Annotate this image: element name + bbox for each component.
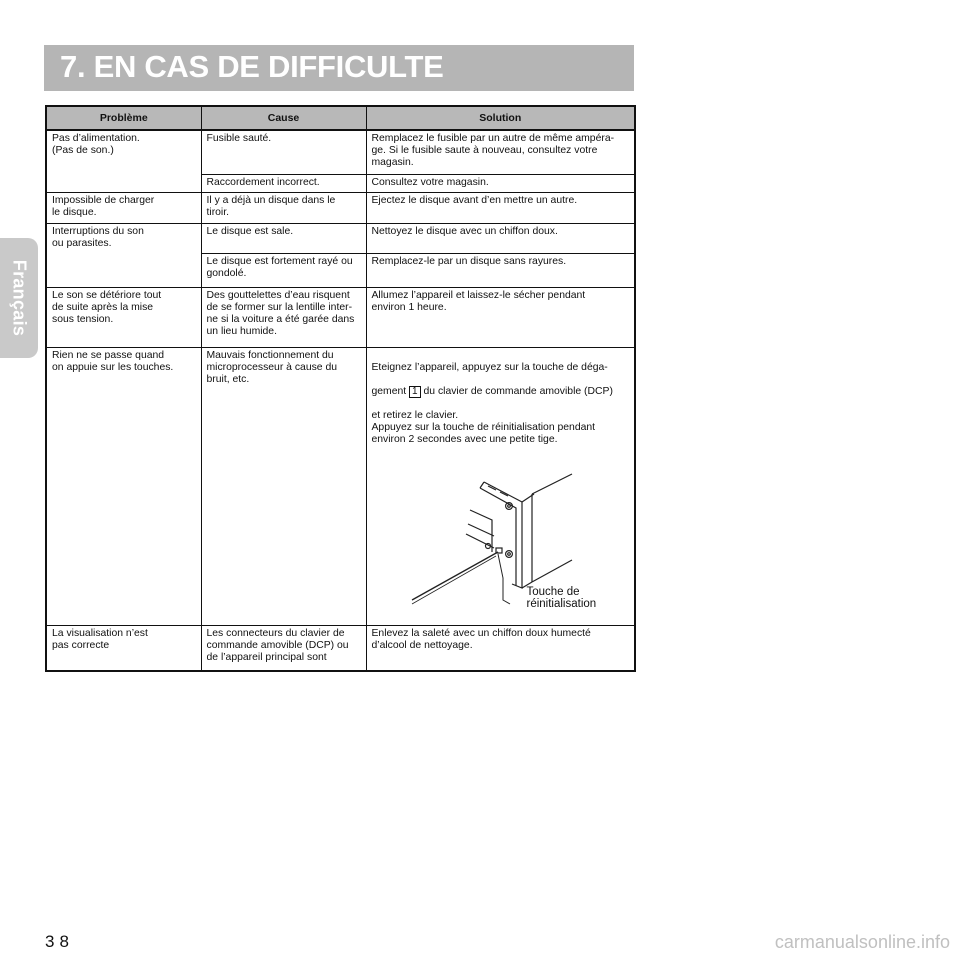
solution-cell: Consultez votre magasin. [366, 174, 635, 192]
solution-cell: Allumez l’appareil et laissez-le sécher pendant environ 1 heure. [366, 287, 635, 347]
page-number: 38 [45, 932, 74, 951]
problem-cell: Pas d’alimentation. (Pas de son.) [46, 130, 201, 192]
table-row [46, 223, 635, 253]
cause-cell: Fusible sauté. [201, 130, 366, 174]
header-problem: Problème [46, 106, 201, 130]
cause-cell: Les connecteurs du clavier de commande amovible (DCP) ou de l’appareil principal sont [201, 625, 366, 671]
solution-cell: Ejectez le disque avant d’en mettre un autre. [366, 192, 635, 223]
language-label: Français [9, 259, 30, 337]
solution-cell: Nettoyez le disque avec un chiffon doux. [366, 223, 635, 253]
solution-cell: Enlevez la saleté avec un chiffon doux humecté d’alcool de nettoyage. [366, 625, 635, 671]
problem-cell: Interruptions du son ou parasites. [46, 223, 201, 287]
solution-text: et retirez le clavier. Appuyez sur la touche de réinitialisation pendant environ 2 secondes avec une petite tige. [371, 409, 596, 445]
solution-cell: Remplacez le fusible par un autre de même ampéra- ge. Si le fusible saute à nouveau, consultez votre magasin. [366, 130, 635, 174]
table-row [46, 625, 635, 671]
solution-text: du clavier de commande amovible (DCP) [420, 385, 613, 397]
solution-cell: Remplacez-le par un disque sans rayures. [366, 253, 635, 287]
table-row [46, 287, 635, 347]
table-row [46, 192, 635, 223]
solution-text: gement [371, 385, 410, 397]
cause-cell: Le disque est sale. [201, 223, 366, 253]
cause-cell: Raccordement incorrect. [201, 174, 366, 192]
release-key-number: 1 [409, 386, 421, 398]
problem-cell: La visualisation n’est pas correcte [46, 625, 201, 671]
cause-cell: Mauvais fonctionnement du microprocesseur à cause du bruit, etc. [201, 347, 366, 625]
cause-cell: Il y a déjà un disque dans le tiroir. [201, 192, 366, 223]
solution-cell [366, 347, 635, 625]
header-cause: Cause [201, 106, 366, 130]
table-row [46, 130, 635, 174]
problem-cell: Le son se détériore tout de suite après la mise sous tension. [46, 287, 201, 347]
reset-button-diagram [372, 468, 630, 610]
problem-cell: Impossible de charger le disque. [46, 192, 201, 223]
reset-button-label: Touche de réinitialisation [526, 585, 597, 610]
watermark: carmanualsonline.info [774, 932, 950, 952]
cause-cell: Des gouttelettes d’eau risquent de se former sur la lentille inter- ne si la voiture a été garée dans un lieu humide. [201, 287, 366, 347]
language-side-tab [0, 238, 38, 358]
problem-cell: Rien ne se passe quand on appuie sur les touches. [46, 347, 201, 625]
solution-line [372, 386, 631, 398]
table-row [46, 347, 635, 625]
section-title: 7. EN CAS DE DIFFICULTE [60, 49, 444, 84]
table-header-row [46, 106, 635, 130]
section-title-bar [44, 45, 634, 91]
cause-cell: Le disque est fortement rayé ou gondolé. [201, 253, 366, 287]
header-solution: Solution [366, 106, 635, 130]
troubleshooting-table [45, 105, 636, 672]
solution-line: Eteignez l’appareil, appuyez sur la touche de déga- [371, 361, 608, 373]
